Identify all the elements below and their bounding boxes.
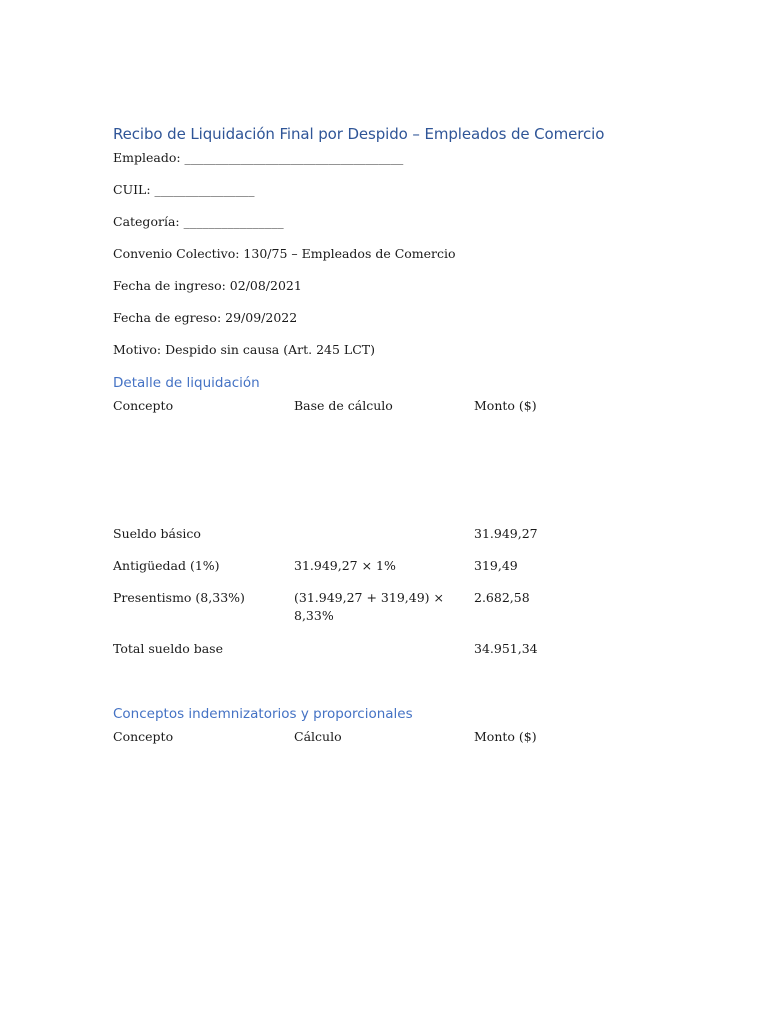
column-header-base: Base de cálculo [294, 398, 393, 413]
end-date-field: Fecha de egreso: 29/09/2022 [113, 310, 298, 325]
total-row-amount: 34.951,34 [474, 641, 538, 656]
employee-field: Empleado: ___________________________________ [113, 150, 404, 165]
compensation-heading: Conceptos indemnizatorios y proporcionales [113, 706, 413, 722]
column-header-amount: Monto ($) [474, 398, 537, 413]
agreement-field: Convenio Colectivo: 130/75 – Empleados de Comercio [113, 246, 456, 261]
start-date-field: Fecha de ingreso: 02/08/2021 [113, 278, 302, 293]
category-field: Categoría: ________________ [113, 214, 284, 229]
column-header-calculation: Cálculo [294, 729, 342, 744]
table-row-concept: Sueldo básico [113, 526, 201, 541]
total-row-concept: Total sueldo base [113, 641, 223, 656]
cuil-field: CUIL: ________________ [113, 182, 255, 197]
column-header-concept: Concepto [113, 729, 174, 744]
table-row-amount: 2.682,58 [474, 590, 530, 605]
column-header-concept: Concepto [113, 398, 174, 413]
table-row-base: (31.949,27 + 319,49) × 8,33% [294, 590, 444, 623]
settlement-detail-heading: Detalle de liquidación [113, 375, 260, 391]
table-row-concept: Antigüedad (1%) [113, 558, 220, 573]
table-row-concept: Presentismo (8,33%) [113, 590, 245, 605]
reason-field: Motivo: Despido sin causa (Art. 245 LCT) [113, 342, 375, 357]
document-title: Recibo de Liquidación Final por Despido – Empleados de Comercio [113, 125, 605, 143]
table-row-amount: 319,49 [474, 558, 518, 573]
column-header-amount: Monto ($) [474, 729, 537, 744]
table-row-amount: 31.949,27 [474, 526, 538, 541]
table-row-base: 31.949,27 × 1% [294, 558, 396, 573]
